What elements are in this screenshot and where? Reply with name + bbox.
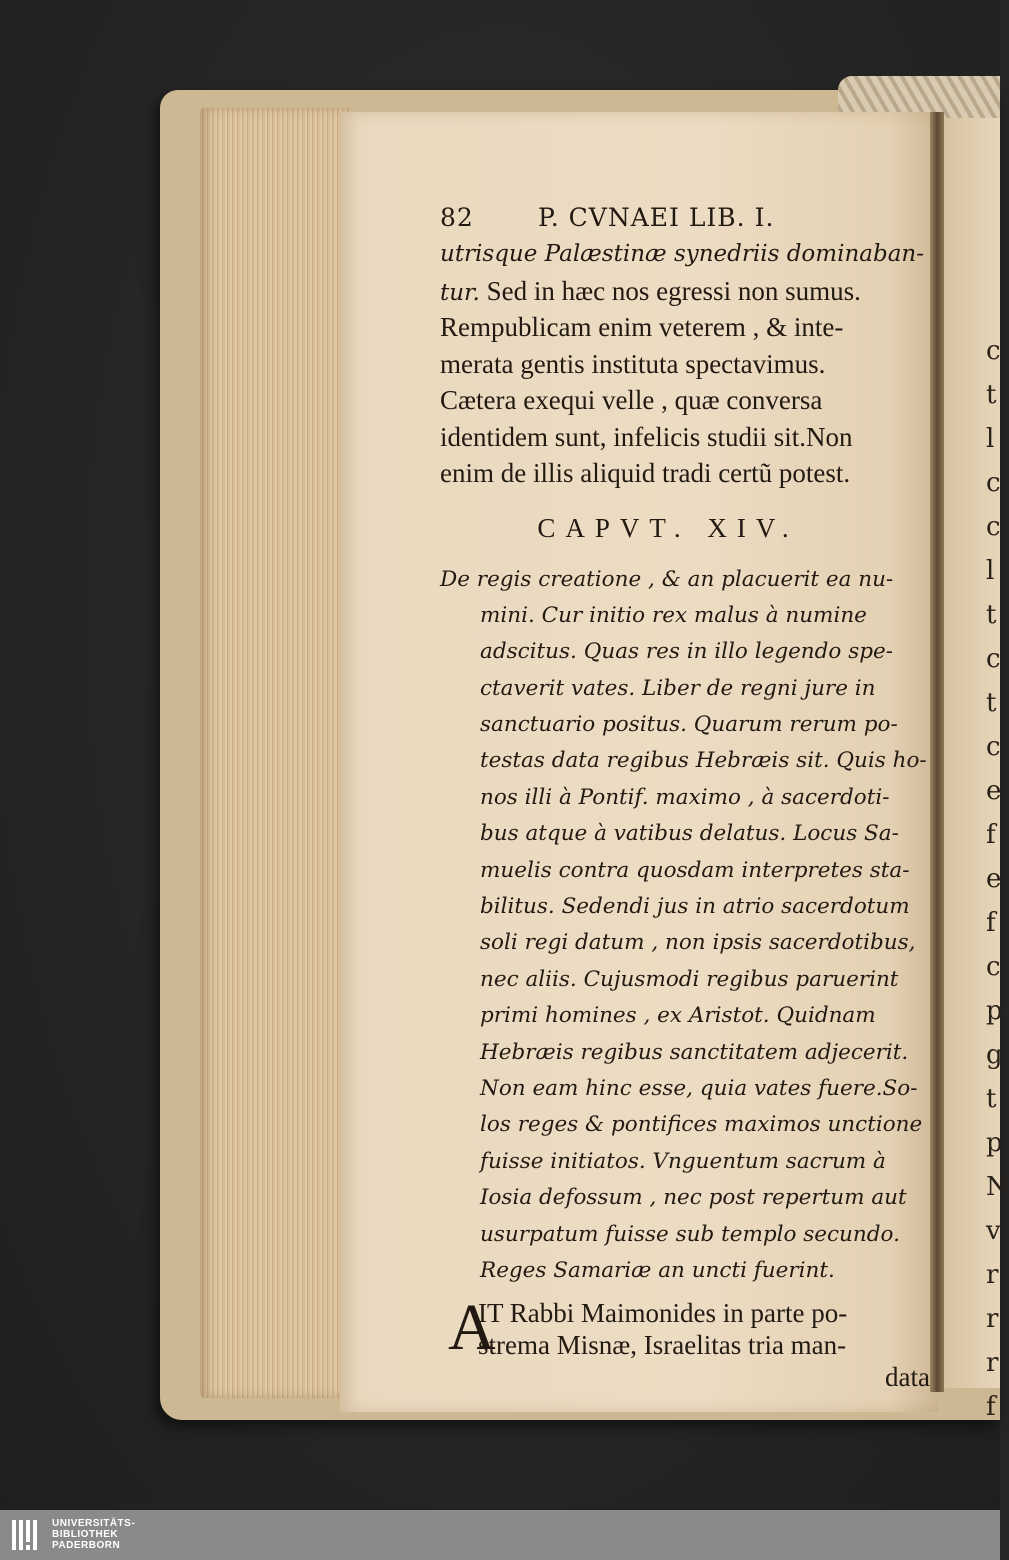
page-stack-edge xyxy=(200,108,350,1398)
library-footer-bar xyxy=(0,1510,1000,1560)
summary-line: bus atque à vatibus delatus. Locus Sa- xyxy=(480,821,899,847)
page-text-block xyxy=(440,200,936,1393)
facing-page-fragment: t xyxy=(986,688,997,718)
text-line: utrisque Palæstinæ synedriis dominaban- xyxy=(440,241,924,267)
facing-page-fragment: l xyxy=(986,424,995,454)
summary-line: primi homines , ex Aristot. Quidnam xyxy=(480,1003,876,1029)
running-head xyxy=(440,200,936,236)
summary-line: Reges Samariæ an uncti fuerint. xyxy=(480,1257,835,1283)
text-line: strema Misnæ, Israelitas tria man- xyxy=(478,1330,847,1361)
facing-page-fragment: c xyxy=(986,952,1001,982)
facing-page-fragment: t xyxy=(986,600,997,630)
summary-line: soli regi datum , non ipsis sacerdotibus, xyxy=(480,930,916,956)
facing-page-fragment: e xyxy=(986,776,1002,806)
facing-page-fragment: r xyxy=(986,1260,999,1290)
summary-line: adscitus. Quas res in illo legendo spe- xyxy=(480,639,893,665)
text-line: Cætera exequi velle , quæ conversa xyxy=(440,385,823,415)
library-logo-icon xyxy=(10,1518,40,1552)
summary-line: muelis contra quosdam interpretes sta- xyxy=(480,857,910,883)
facing-page-fragment: f xyxy=(986,820,996,850)
summary-line: fuisse initiatos. Vnguentum sacrum à xyxy=(480,1148,886,1174)
facing-page-fragment: N xyxy=(986,1172,1009,1202)
text-line: IT Rabbi Maimonides in parte po- xyxy=(478,1298,848,1329)
facing-page-fragment: c xyxy=(986,336,1001,366)
facing-page-fragment: p xyxy=(986,1128,1003,1158)
page-number: 82 xyxy=(440,203,474,232)
facing-page-fragment: f xyxy=(986,908,996,938)
summary-line: sanctuario positus. Quarum rerum po- xyxy=(480,712,898,738)
summary-line: nos illi à Pontif. maximo , à sacerdoti- xyxy=(480,784,890,810)
text-line: enim de illis aliquid tradi certũ potest. xyxy=(440,458,851,488)
summary-line: ctaverit vates. Liber de regni jure in xyxy=(480,675,876,701)
summary-line: De regis creatione , & an placuerit ea nu- xyxy=(440,566,894,592)
summary-line: Hebræis regibus sanctitatem adjecerit. xyxy=(480,1039,909,1065)
summary-line: testas data regibus Hebræis sit. Quis ho- xyxy=(480,748,927,774)
drop-cap: A xyxy=(448,1291,496,1365)
body-text-upper xyxy=(440,236,936,492)
facing-page-fragment: c xyxy=(986,468,1001,498)
facing-page-fragment: c xyxy=(986,732,1001,762)
library-name-line: BIBLIOTHEK xyxy=(52,1529,119,1540)
chapter-heading: CAPVT. XIV. xyxy=(537,512,799,543)
summary-line: usurpatum fuisse sub templo secundo. xyxy=(480,1221,900,1247)
facing-page-fragment: c xyxy=(986,512,1001,542)
summary-line: mini. Cur initio rex malus à numine xyxy=(480,602,867,628)
library-name-line: PADERBORN xyxy=(52,1540,121,1551)
facing-page-fragment: g xyxy=(986,1040,1003,1070)
facing-page-fragment: e xyxy=(986,864,1002,894)
facing-page-fragment: t xyxy=(986,1084,997,1114)
facing-page-fragment: p xyxy=(986,996,1003,1026)
facing-page xyxy=(944,118,1009,1422)
summary-line: bilitus. Sedendi jus in atrio sacerdotum xyxy=(480,894,910,920)
text-line: identidem sunt, infelicis studii sit.Non xyxy=(440,421,853,452)
facing-page-fragment: t xyxy=(986,380,997,410)
summary-line: Non eam hinc esse, quia vates fuere.So- xyxy=(480,1075,918,1101)
roman-fragment: Sed in hæc nos egressi non sumus. xyxy=(479,275,861,306)
catchword: data xyxy=(885,1362,930,1393)
text-line: Rempublicam enim veterem , & inte- xyxy=(440,312,844,342)
summary-line: Iosia defossum , nec post repertum aut xyxy=(480,1185,907,1211)
running-title: P. CVNAEI LIB. I. xyxy=(538,203,775,232)
library-name-line: UNIVERSITÄTS- xyxy=(52,1518,136,1529)
facing-page-fragment: f xyxy=(986,1392,996,1422)
library-name xyxy=(52,1518,135,1551)
summary-line: nec aliis. Cujusmodi regibus paruerint xyxy=(480,966,899,992)
facing-page-fragment: l xyxy=(986,556,995,586)
facing-page-fragment: r xyxy=(986,1304,999,1334)
chapter-summary xyxy=(440,562,936,1290)
summary-line: los reges & pontifices maximos unctione xyxy=(480,1112,923,1138)
body-text-lower xyxy=(440,1291,936,1393)
italic-fragment: tur. xyxy=(440,279,480,306)
facing-page-fragment: c xyxy=(986,644,1001,674)
facing-page-fragment: r xyxy=(986,1348,999,1378)
text-line: merata gentis instituta spectavimus. xyxy=(440,348,826,379)
facing-page-fragment: v xyxy=(986,1216,1001,1246)
text-line xyxy=(440,273,936,310)
